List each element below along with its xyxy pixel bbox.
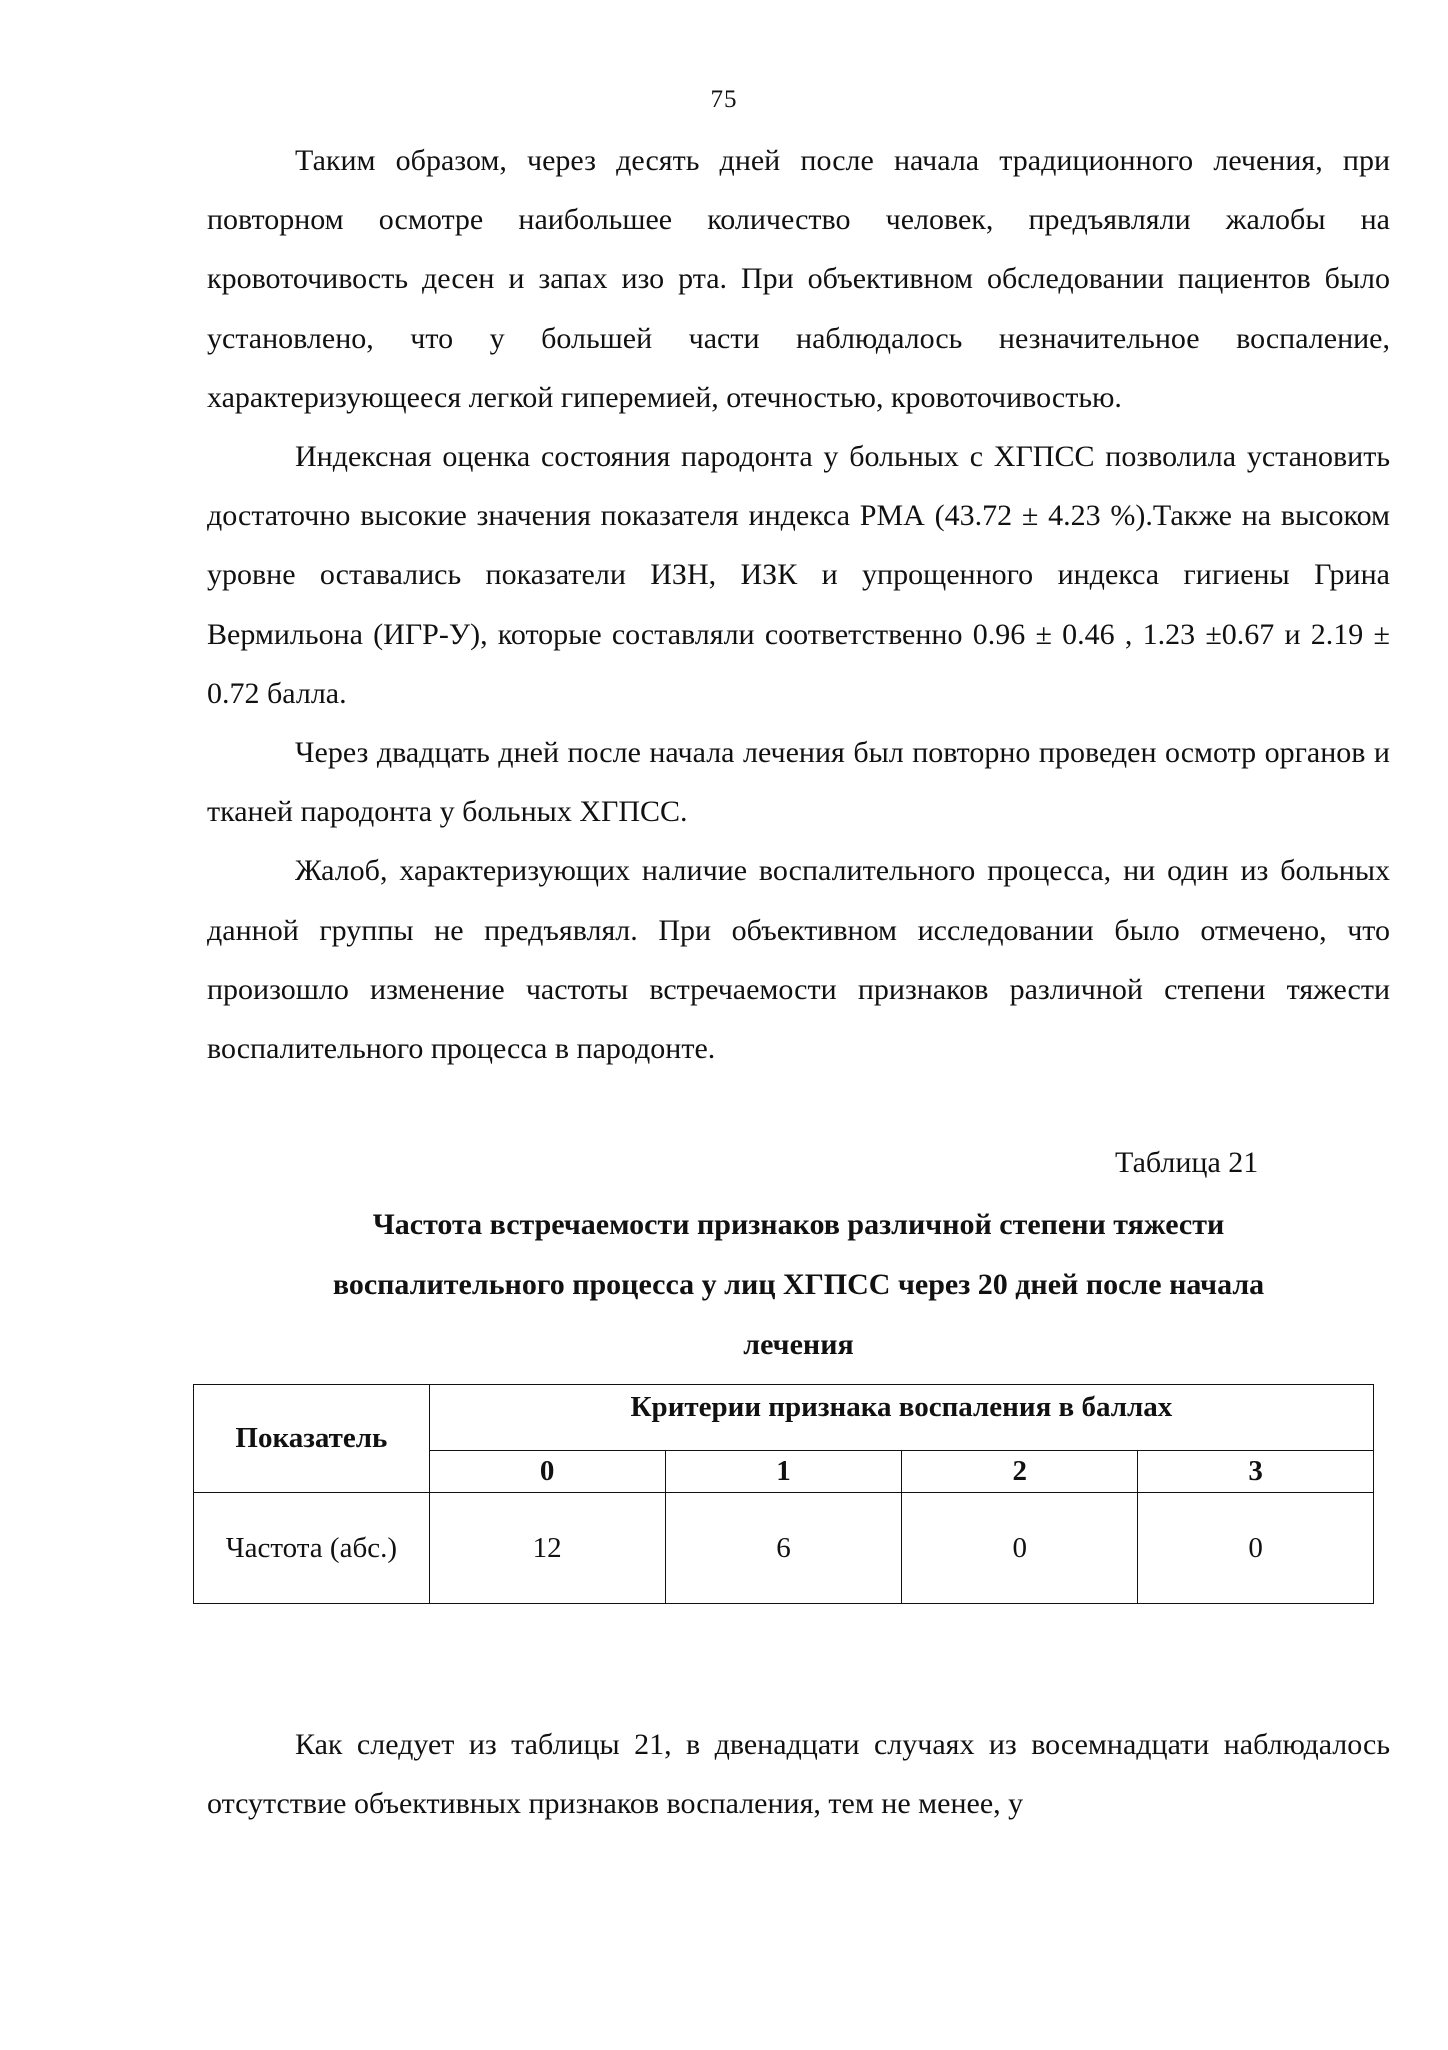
table-cell: 12	[429, 1493, 665, 1604]
column-header-cell: 2	[902, 1451, 1138, 1493]
data-table	[193, 1384, 1374, 1604]
body-text-bottom	[207, 1715, 1390, 1833]
paragraph: Индексная оценка состояния пародонта у больных с ХГПСС позволила установить достаточно высокие значения показателя индекса РМА (43.72 ± 4.23 %).Также на высоком уровне оставались показатели ИЗН, ИЗК и упрощенного индекса гигиены Грина Вермильона (ИГР-У), которые составляли соответственно 0.96 ± 0.46 , 1.23 ±0.67 и 2.19 ± 0.72 балла.	[207, 440, 1390, 710]
table-cell: 6	[665, 1493, 902, 1604]
table-row	[194, 1493, 1374, 1604]
paragraph: Жалоб, характеризующих наличие воспалительного процесса, ни один из больных данной группы не предъявлял. При объективном исследовании было отмечено, что произошло изменение частоты встречаемости признаков различной степени тяжести воспалительного процесса в пародонте.	[207, 854, 1390, 1066]
column-header-cell: 1	[665, 1451, 902, 1493]
paragraph: Таким образом, через десять дней после начала традиционного лечения, при повторном осмотре наибольшее количество человек, предъявляли жалобы на кровоточивость десен и запах изо рта. При объективном обследовании пациентов было установлено, что у большей части наблюдалось незначительное воспаление, характеризующееся легкой гиперемией, отечностью, кровоточивостью.	[207, 144, 1390, 414]
row-label-cell: Частота (абс.)	[194, 1493, 430, 1604]
body-text-top	[207, 131, 1390, 1078]
table-header-row	[194, 1385, 1374, 1451]
table-caption-line: воспалительного процесса у лиц ХГПСС через 20 дней после начала	[332, 1268, 1265, 1301]
table-caption-line: Частота встречаемости признаков различной степени тяжести	[372, 1208, 1225, 1241]
table-cell: 0	[902, 1493, 1138, 1604]
table-caption	[207, 1195, 1390, 1375]
table-label: Таблица 21	[1115, 1146, 1259, 1179]
table-cell: 0	[1138, 1493, 1374, 1604]
paragraph: Через двадцать дней после начала лечения был повторно проведен осмотр органов и тканей пародонта у больных ХГПСС.	[207, 736, 1390, 829]
table-caption-line: лечения	[743, 1328, 854, 1361]
column-header-cell: 3	[1138, 1451, 1374, 1493]
group-header-cell: Критерии признака воспаления в баллах	[429, 1385, 1373, 1451]
row-header-cell: Показатель	[194, 1385, 430, 1493]
column-header-cell: 0	[429, 1451, 665, 1493]
paragraph: Как следует из таблицы 21, в двенадцати случаях из восемнадцати наблюдалось отсутствие объективных признаков воспаления, тем не менее, у	[207, 1728, 1390, 1821]
page-number: 75	[710, 86, 738, 113]
